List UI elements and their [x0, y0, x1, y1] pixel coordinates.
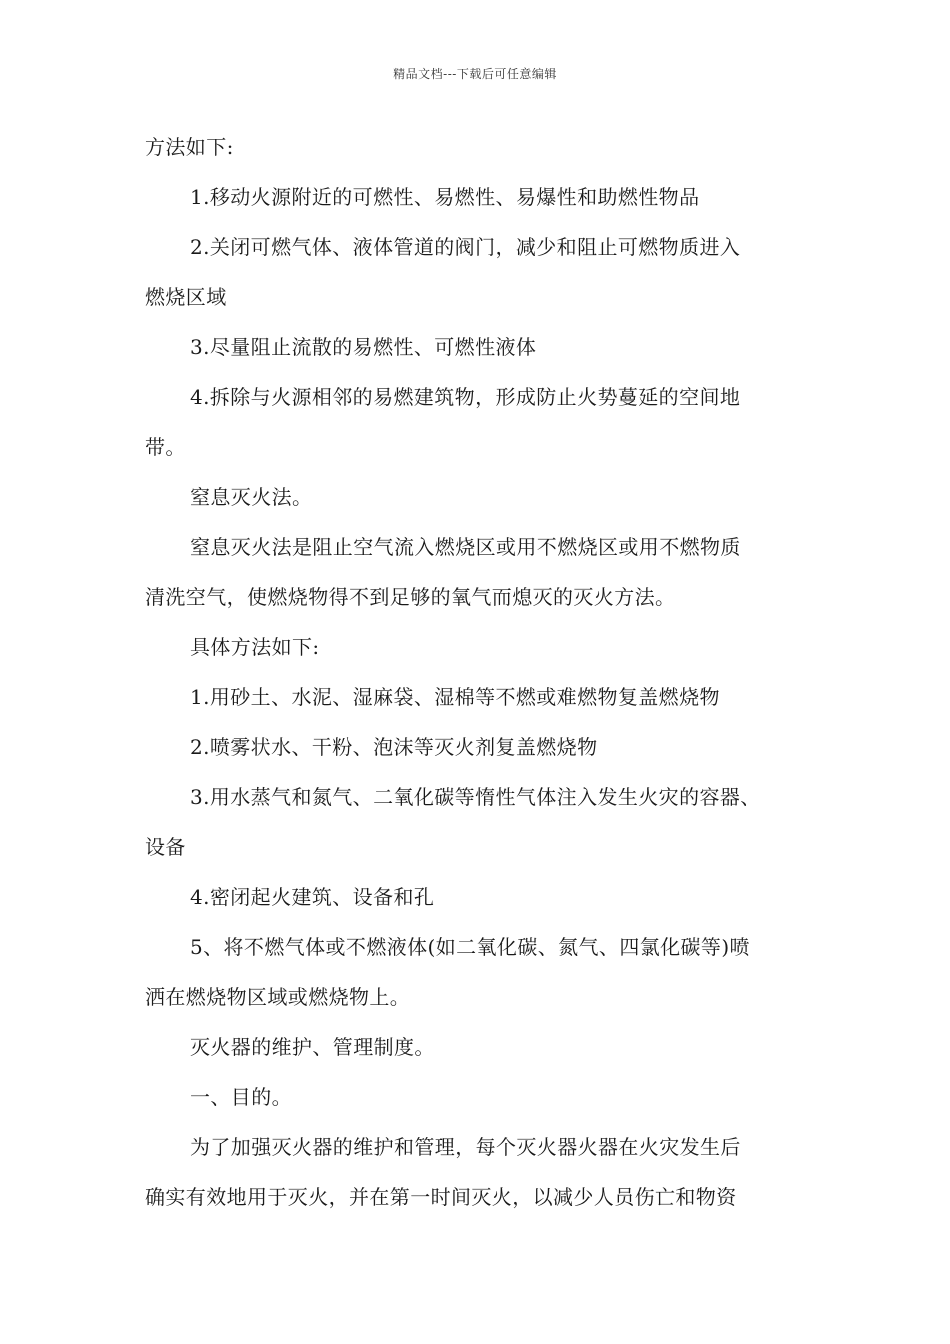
text-line: 3.用水蒸气和氮气、二氧化碳等惰性气体注入发生火灾的容器、	[190, 785, 761, 809]
text-line: 带。	[145, 435, 186, 459]
text-line: 设备	[145, 835, 186, 859]
text-line: 2.关闭可燃气体、液体管道的阀门，减少和阻止可燃物质进入	[190, 235, 741, 259]
text-line: 4.密闭起火建筑、设备和孔	[190, 885, 435, 909]
document-body	[145, 132, 817, 1232]
text-line: 具体方法如下:	[190, 635, 320, 659]
page-header: 精品文档---下载后可任意编辑	[393, 67, 557, 81]
text-line: 为了加强灭火器的维护和管理，每个灭火器火器在火灾发生后	[190, 1135, 741, 1159]
text-line: 1.用砂土、水泥、湿麻袋、湿棉等不燃或难燃物复盖燃烧物	[190, 685, 720, 709]
text-line: 1.移动火源附近的可燃性、易燃性、易爆性和助燃性物品	[190, 185, 700, 209]
text-line: 灭火器的维护、管理制度。	[190, 1035, 435, 1059]
text-line: 窒息灭火法是阻止空气流入燃烧区或用不燃烧区或用不燃物质	[190, 535, 741, 559]
text-line: 洒在燃烧物区域或燃烧物上。	[145, 985, 411, 1009]
text-line: 清洗空气，使燃烧物得不到足够的氧气而熄灭的灭火方法。	[145, 585, 676, 609]
text-line: 5、将不燃气体或不燃液体(如二氧化碳、氮气、四氯化碳等)喷	[190, 935, 750, 959]
text-line: 方法如下:	[145, 135, 234, 159]
text-line: 3.尽量阻止流散的易燃性、可燃性液体	[190, 335, 537, 359]
text-line: 4.拆除与火源相邻的易燃建筑物，形成防止火势蔓延的空间地	[190, 385, 741, 409]
text-line: 燃烧区域	[145, 285, 227, 309]
text-line: 2.喷雾状水、干粉、泡沫等灭火剂复盖燃烧物	[190, 735, 598, 759]
text-line: 窒息灭火法。	[190, 485, 313, 509]
text-line: 一、目的。	[190, 1085, 292, 1109]
text-line: 确实有效地用于灭火，并在第一时间灭火，以减少人员伤亡和物资	[145, 1185, 737, 1209]
